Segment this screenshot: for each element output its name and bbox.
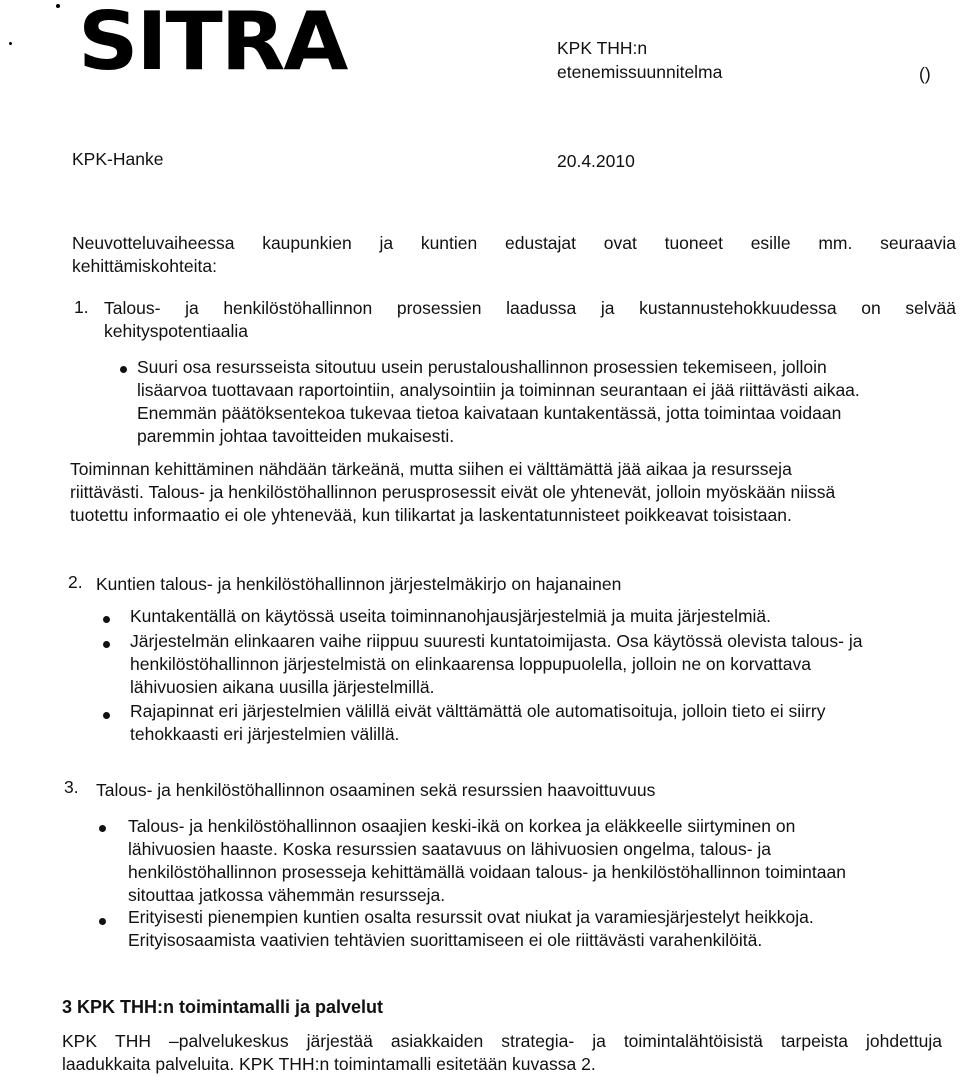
section1-title	[104, 297, 956, 343]
intro-line-1	[72, 232, 956, 255]
word: selvää	[905, 298, 956, 318]
section1-number: 1.	[74, 297, 89, 317]
text-line: tuotettu informaatio ei ole yhtenevää, kun tilikartat ja laskentatunnisteet poikkeavat toisistaan.	[70, 505, 792, 525]
section1-title-line-1	[104, 297, 956, 320]
word: ja	[379, 233, 394, 253]
text-line: henkilöstöhallinnon prosesseja kehittämällä voidaan talous- ja henkilöstöhallinnon toimintaan	[128, 862, 846, 882]
scan-speck	[56, 4, 60, 8]
bullet-icon	[99, 825, 106, 832]
section1-paragraph	[70, 458, 835, 527]
text-line: paremmin johtaa tavoitteiden mukaisesti.	[137, 426, 455, 446]
word: Neuvotteluvaiheessa	[72, 233, 235, 253]
word: edustajat	[505, 233, 577, 253]
scan-speck	[9, 42, 12, 45]
word: ja	[600, 298, 615, 318]
word: on	[861, 298, 881, 318]
text-line: Talous- ja henkilöstöhallinnon osaajien keski-ikä on korkea ja eläkkeelle siirtyminen on	[128, 816, 796, 836]
text-line: Erityisesti pienempien kuntien osalta resurssit ovat niukat ja varamiesjärjestelyt heikkoja.	[128, 907, 814, 927]
section1-bullet1	[137, 356, 860, 448]
word: toimintalähtöisistä	[623, 1031, 763, 1051]
section2-bullet2	[130, 630, 862, 699]
text-line: Enemmän päätöksentekoa tukevaa tietoa kaivataan kuntakentässä, jotta toimintaa voidaan	[137, 403, 842, 423]
word: kaupunkien	[262, 233, 352, 253]
word: esille	[750, 233, 791, 253]
word: tarpeista	[780, 1031, 849, 1051]
document-title-line2: etenemissuunnitelma	[557, 62, 723, 82]
document-date: 20.4.2010	[557, 151, 635, 171]
section3-bullet1	[128, 815, 846, 907]
bullet-icon	[120, 366, 127, 373]
bullet-icon	[103, 616, 110, 623]
word: kuntien	[420, 233, 478, 253]
chapter3-heading: 3 KPK THH:n toimintamalli ja palvelut	[62, 997, 384, 1017]
word: KPK	[62, 1031, 98, 1051]
word: Talous-	[104, 298, 161, 318]
bullet-icon	[103, 712, 110, 719]
sitra-logo: SITRA	[78, 0, 347, 88]
text-line: riittävästi. Talous- ja henkilöstöhallinnon perusprosessit eivät ole yhtenevät, jolloin myöskään niissä	[70, 482, 836, 502]
text-line: Toiminnan kehittäminen nähdään tärkeänä, mutta siihen ei välttämättä jää aikaa ja resursseja	[70, 459, 792, 479]
text-line: Rajapinnat eri järjestelmien välillä eivät välttämättä ole automatisoituja, jolloin tieto ei siirry	[130, 701, 826, 721]
word: tuoneet	[664, 233, 723, 253]
word: ja	[592, 1031, 606, 1051]
section2-bullet1: Kuntakentällä on käytössä useita toiminnanohjausjärjestelmiä ja muita järjestelmiä.	[130, 606, 772, 626]
text-line: Järjestelmän elinkaaren vaihe riippuu suuresti kuntatoimijasta. Osa käytössä olevista talous- ja	[130, 631, 863, 651]
text-line: Erityisosaamista vaativien tehtävien suorittamiseen ei ole riittävästi varahenkilöitä.	[128, 930, 763, 950]
section3-number: 3.	[64, 777, 79, 797]
bullet-icon	[99, 918, 106, 925]
section2-title: Kuntien talous- ja henkilöstöhallinnon järjestelmäkirjo on hajanainen	[96, 574, 622, 594]
text-line: tehokkaasti eri järjestelmien välillä.	[130, 724, 400, 744]
chapter3-line-2: laadukkaita palveluita. KPK THH:n toimintamalli esitetään kuvassa 2.	[62, 1054, 596, 1074]
word: johdettuja	[866, 1031, 942, 1051]
page-marker: ()	[919, 64, 931, 84]
intro-line-2: kehittämiskohteita:	[72, 256, 217, 276]
text-line: lähivuosien aikana uusilla järjestelmillä.	[130, 677, 435, 697]
word: mm.	[818, 233, 853, 253]
word: laadussa	[506, 298, 577, 318]
word: asiakkaiden	[390, 1031, 484, 1051]
word: strategia-	[501, 1031, 575, 1051]
word: järjestää	[306, 1031, 373, 1051]
section2-bullet3	[130, 700, 825, 746]
text-line: sitouttaa jatkossa vähemmän resursseja.	[128, 885, 446, 905]
text-line: lähivuosien haaste. Koska resurssien saatavuus on lähivuosien ongelma, talous- ja	[128, 839, 772, 859]
text-line: henkilöstöhallinnon järjestelmistä on elinkaarensa loppupuolella, jolloin ne on korvattava	[130, 654, 811, 674]
section3-bullet2	[128, 906, 814, 952]
word: kustannustehokkuudessa	[639, 298, 837, 318]
word: ja	[185, 298, 199, 318]
word: prosessien	[396, 298, 482, 318]
section2-number: 2.	[68, 572, 83, 592]
section3-title: Talous- ja henkilöstöhallinnon osaaminen sekä resurssien haavoittuvuus	[96, 780, 656, 800]
intro-paragraph	[72, 232, 956, 278]
chapter3-line-1	[62, 1030, 942, 1053]
text-line: lisäarvoa tuottavaan raportointiin, analysointiin ja toiminnan seurantaan ei jää riittävästi aikaa.	[137, 380, 860, 400]
document-title-line1: KPK THH:n	[557, 38, 648, 58]
word: THH	[115, 1031, 151, 1051]
word: henkilöstöhallinnon	[223, 298, 373, 318]
word: –palvelukeskus	[169, 1031, 289, 1051]
word: ovat	[603, 233, 637, 253]
bullet-icon	[103, 641, 110, 648]
section1-title-line-2: kehityspotentiaalia	[104, 321, 248, 341]
chapter3-paragraph	[62, 1030, 942, 1076]
word: seuraavia	[880, 233, 956, 253]
text-line: Suuri osa resursseista sitoutuu usein perustaloushallinnon prosessien tekemiseen, jolloin	[137, 357, 827, 377]
project-label: KPK-Hanke	[72, 149, 164, 169]
